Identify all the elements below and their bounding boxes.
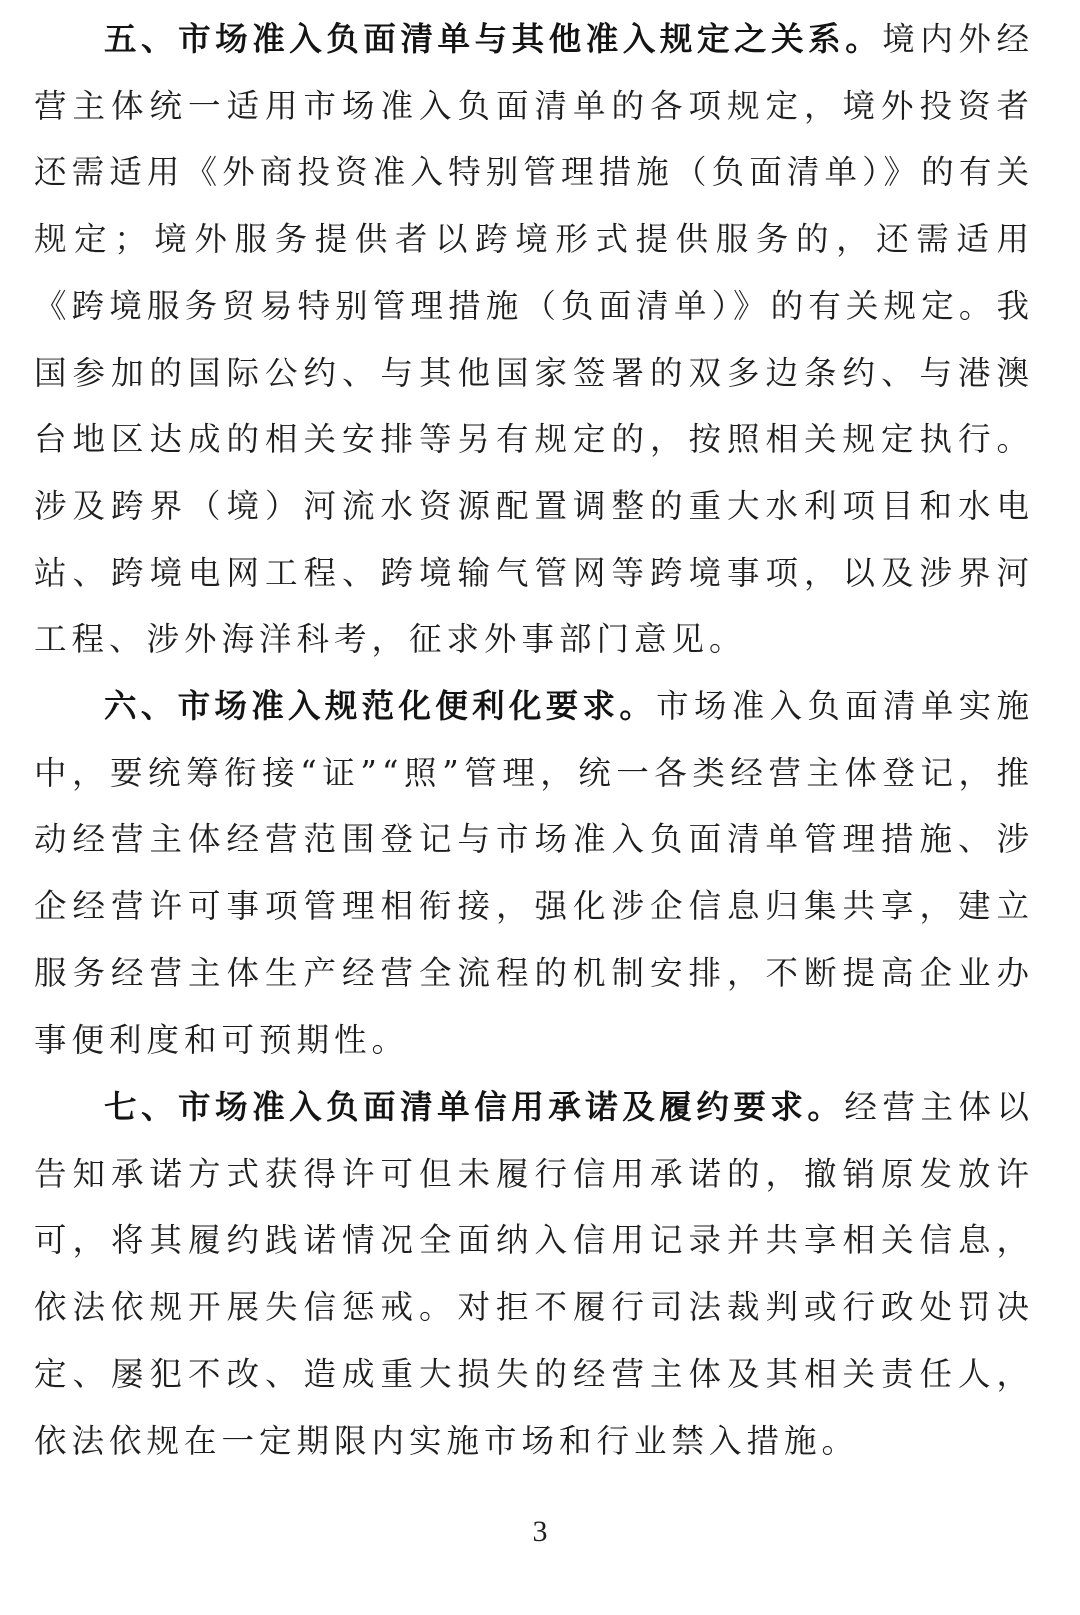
section-6-paragraph <box>34 673 1034 1073</box>
section-5-paragraph <box>34 6 1034 673</box>
section-7-body: 经营主体以告知承诺方式获得许可但未履行信用承诺的，撤销原发放许可，将其履约践诺情况全面纳入信用记录并共享相关信息，依法依规开展失信惩戒。对拒不履行司法裁判或行政处罚决定、屡犯不改、造成重大损失的经营主体及其相关责任人，依法依规在一定期限内实施市场和行业禁入措施。 <box>34 1088 1034 1460</box>
page-number: 3 <box>532 1515 548 1548</box>
section-6-heading: 六、市场准入规范化便利化要求。 <box>104 687 657 725</box>
section-5-body: 境内外经营主体统一适用市场准入负面清单的各项规定，境外投资者还需适用《外商投资准入特别管理措施（负面清单）》的有关规定；境外服务提供者以跨境形式提供服务的，还需适用《跨境服务贸易特别管理措施（负面清单）》的有关规定。我国参加的国际公约、与其他国家签署的双多边条约、与港澳台地区达成的相关安排等另有规定的，按照相关规定执行。涉及跨界（境）河流水资源配置调整的重大水利项目和水电站、跨境电网工程、跨境输气管网等跨境事项，以及涉界河工程、涉外海洋科考，征求外事部门意见。 <box>34 20 1034 659</box>
section-7-paragraph <box>34 1074 1034 1474</box>
section-7-heading: 七、市场准入负面清单信用承诺及履约要求。 <box>104 1088 845 1126</box>
section-6-body: 市场准入负面清单实施中，要统筹衔接“证”“照”管理，统一各类经营主体登记，推动经营主体经营范围登记与市场准入负面清单管理措施、涉企经营许可事项管理相衔接，强化涉企信息归集共享，建立服务经营主体生产经营全流程的机制安排，不断提高企业办事便利度和可预期性。 <box>34 687 1034 1059</box>
section-5-heading: 五、市场准入负面清单与其他准入规定之关系。 <box>104 20 883 58</box>
